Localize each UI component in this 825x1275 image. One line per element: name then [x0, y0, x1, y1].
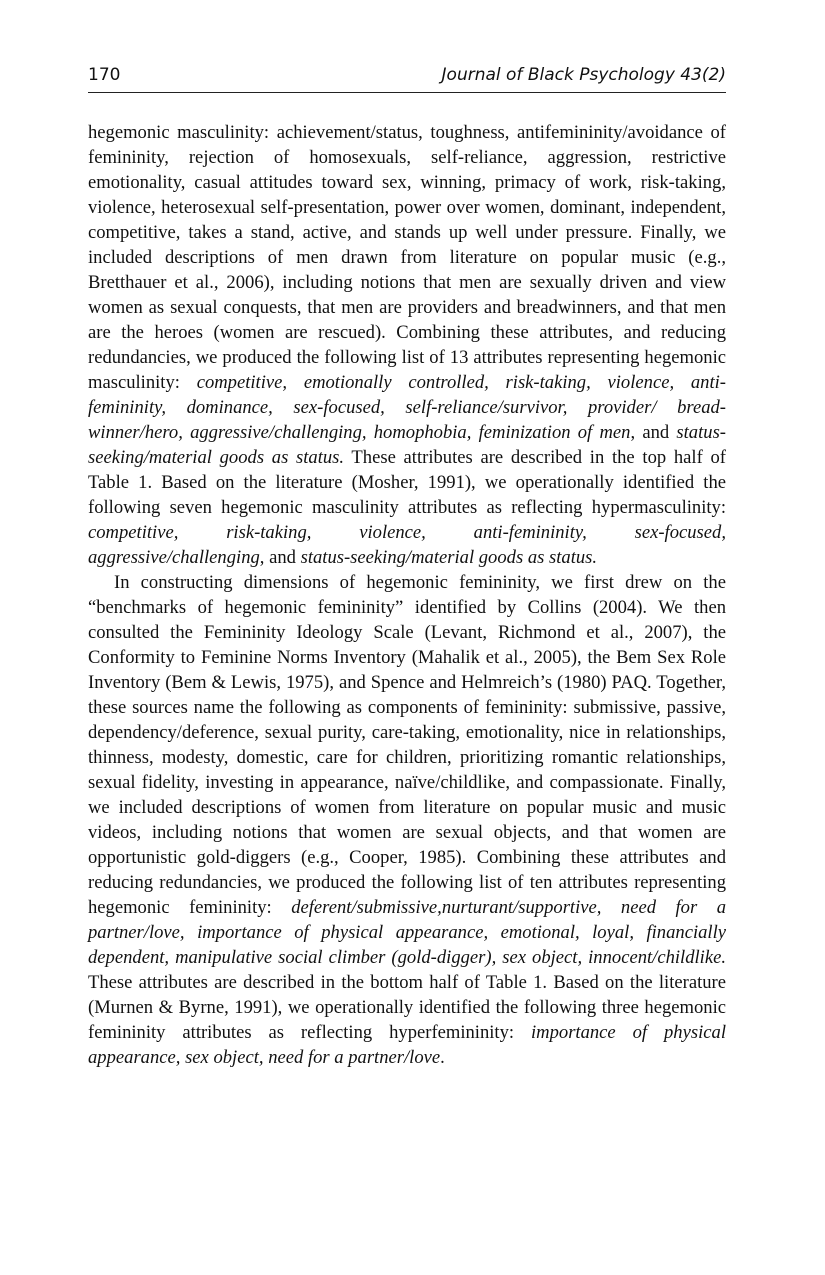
paragraph-masculinity: [88, 120, 726, 570]
body-text: [88, 120, 726, 1070]
italic-run: status-seeking/material goods as status.: [88, 422, 726, 468]
italic-run: deferent/submissive,nurturant/supportive, need for a partner/love, importance of physical appearance, emotional, loyal, financially dependent, manipulative social climber (gold-digger), sex object, innocent/childlike.: [88, 897, 726, 968]
text-run: .: [440, 1047, 445, 1068]
text-run: , and: [259, 547, 301, 568]
italic-run: competitive, risk-taking, violence, anti-femininity, sex-focused, aggressive/challenging: [88, 522, 726, 568]
text-run: These attributes are described in the top half of Table 1. Based on the literature (Mosher, 1991), we operationally identified the following seven hegemonic masculinity attributes as reflecting hypermasculinity:: [88, 447, 726, 518]
italic-run: importance of physical appearance, sex object, need for a partner/love: [88, 1022, 726, 1068]
text-run: In constructing dimensions of hegemonic femininity, we first drew on the “benchmarks of hegemonic femininity” identified by Collins (2004). We then consulted the Femininity Ideology Scale (Levant, Richmond et al., 2007), the Conformity to Feminine Norms Inventory (Mahalik et al., 2005), the Bem Sex Role Inventory (Bem & Lewis, 1975), and Spence and Helmreich’s (1980) PAQ. Together, these sources name the following as components of femininity: submissive, passive, dependency/deference, sexual purity, care-taking, emotionality, nice in relationships, thinness, modesty, domestic, care for children, prioritizing romantic relationships, sexual fidelity, investing in appearance, naïve/childlike, and compassionate. Finally, we included descriptions of women from literature on popular music and music videos, including notions that women are sexual objects, and that women are opportunistic gold-diggers (e.g., Cooper, 1985). Combining these attributes and reducing redundancies, we produced the following list of ten attributes representing hegemonic femininity:: [88, 572, 726, 918]
text-run: hegemonic masculinity: achievement/status, toughness, antifemininity/avoidance of femininity, rejection of homosexuals, self-reliance, aggression, restrictive emotionality, casual attitudes toward sex, winning, primacy of work, risk-taking, violence, heterosexual self-presentation, power over women, dominant, independent, competitive, takes a stand, active, and stands up well under pressure. Finally, we included descriptions of men drawn from literature on popular music (e.g., Bretthauer et al., 2006), including notions that men are sexually driven and view women as sexual conquests, that men are providers and breadwinners, and that men are the heroes (women are rescued). Combining these attributes, and reducing redundancies, we produced the following list of 13 attributes representing hegemonic masculinity:: [88, 122, 726, 393]
page-header: [88, 64, 726, 93]
italic-run: status-seeking/material goods as status.: [300, 547, 598, 568]
page-number: 170: [88, 65, 121, 85]
text-run: These attributes are described in the bottom half of Table 1. Based on the literature (Murnen & Byrne, 1991), we operationally identified the following three hegemonic femininity attributes as reflecting hyperfemininity:: [88, 972, 726, 1043]
text-run: , and: [630, 422, 677, 443]
paragraph-femininity: [88, 570, 726, 1070]
italic-run: competitive, emotionally controlled, risk-taking, violence, anti-femininity, dominance, sex-focused, self-reliance/survivor, provider/ bread-winner/hero, aggressive/challenging, homophobia, feminization of men: [88, 372, 726, 443]
journal-title: Journal of Black Psychology 43(2): [441, 65, 726, 85]
